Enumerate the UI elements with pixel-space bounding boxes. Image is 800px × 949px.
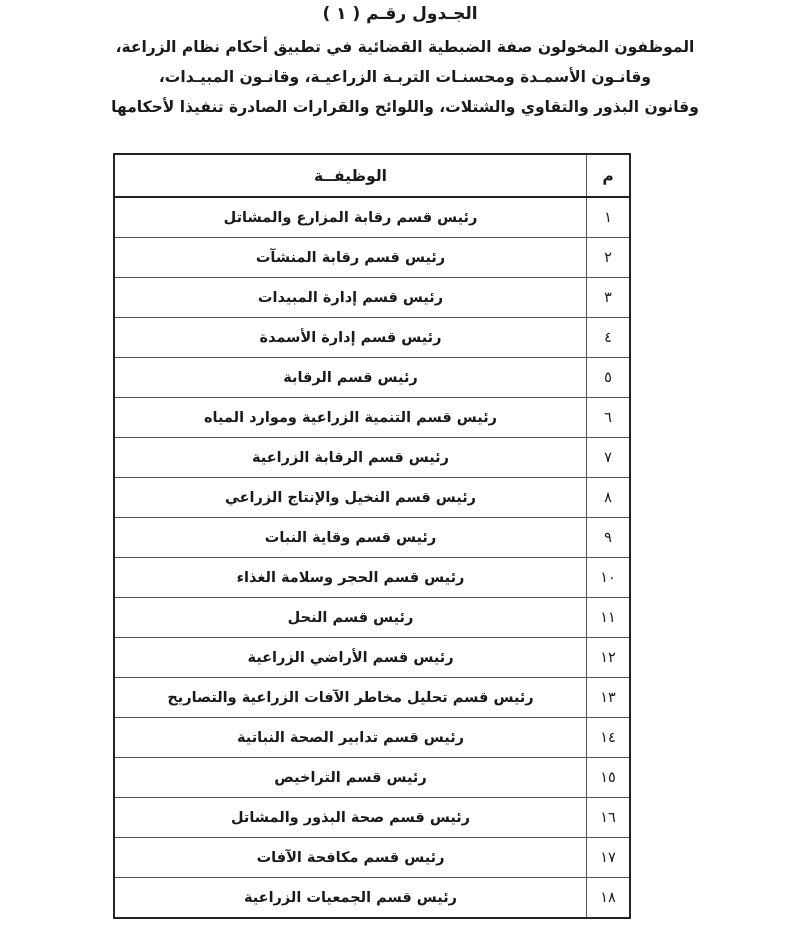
header-role: الوظيفــة [114,154,587,197]
row-number: ١٣ [587,678,631,718]
row-role: رئيس قسم النخيل والإنتاج الزراعي [114,478,587,518]
row-number: ١٦ [587,798,631,838]
row-number: ١٢ [587,638,631,678]
row-number: ٥ [587,358,631,398]
row-role: رئيس قسم النحل [114,598,587,638]
table-body [114,197,630,918]
table-header-row [114,154,630,197]
row-number: ٧ [587,438,631,478]
table-row [114,478,630,518]
table-row [114,718,630,758]
row-number: ٦ [587,398,631,438]
table-row [114,238,630,278]
table-row [114,878,630,919]
row-number: ٤ [587,318,631,358]
row-role: رئيس قسم وقاية النبات [114,518,587,558]
table-row [114,638,630,678]
row-role: رئيس قسم تدابير الصحة النباتية [114,718,587,758]
table-row [114,838,630,878]
table-row [114,318,630,358]
row-role: رئيس قسم رقابة المنشآت [114,238,587,278]
row-role: رئيس قسم مكافحة الآفات [114,838,587,878]
row-number: ٨ [587,478,631,518]
row-role: رئيس قسم الأراضي الزراعية [114,638,587,678]
row-number: ١ [587,197,631,238]
row-role: رئيس قسم التنمية الزراعية وموارد المياه [114,398,587,438]
table-row [114,438,630,478]
row-role: رئيس قسم رقابة المزارع والمشاتل [114,197,587,238]
row-role: رئيس قسم الحجر وسلامة الغذاء [114,558,587,598]
row-number: ١٠ [587,558,631,598]
table-row [114,278,630,318]
table-row [114,798,630,838]
table-row [114,518,630,558]
document-subtitle [60,32,750,122]
row-number: ١٥ [587,758,631,798]
row-role: رئيس قسم إدارة الأسمدة [114,318,587,358]
row-role: رئيس قسم الرقابة الزراعية [114,438,587,478]
row-number: ١٤ [587,718,631,758]
row-role: رئيس قسم إدارة المبيدات [114,278,587,318]
subtitle-line: وقانون البذور والتقاوي والشتلات، واللوائح والقرارات الصادرة تنفيذا لأحكامها [111,98,699,116]
row-number: ١٨ [587,878,631,919]
row-role: رئيس قسم صحة البذور والمشاتل [114,798,587,838]
row-number: ٣ [587,278,631,318]
row-number: ١١ [587,598,631,638]
table-row [114,598,630,638]
row-number: ١٧ [587,838,631,878]
header-number: م [587,154,631,197]
row-role: رئيس قسم التراخيص [114,758,587,798]
document-title: الجـدول رقـم ( ١ ) [322,4,478,24]
row-number: ٢ [587,238,631,278]
subtitle-line: الموظفون المخولون صفة الضبطية القضائية في تطبيق أحكام نظام الزراعة، [115,38,695,56]
subtitle-line: وقانـون الأسمـدة ومحسنـات التربـة الزراعيـة، وقانـون المبيـدات، [158,68,652,86]
row-role: رئيس قسم الجمعيات الزراعية [114,878,587,919]
table-row [114,358,630,398]
row-role: رئيس قسم تحليل مخاطر الآفات الزراعية والتصاريح [114,678,587,718]
roles-table [113,153,631,919]
table-row [114,758,630,798]
row-role: رئيس قسم الرقابة [114,358,587,398]
table-row [114,558,630,598]
row-number: ٩ [587,518,631,558]
table-row [114,398,630,438]
table-row [114,678,630,718]
table-row [114,197,630,238]
